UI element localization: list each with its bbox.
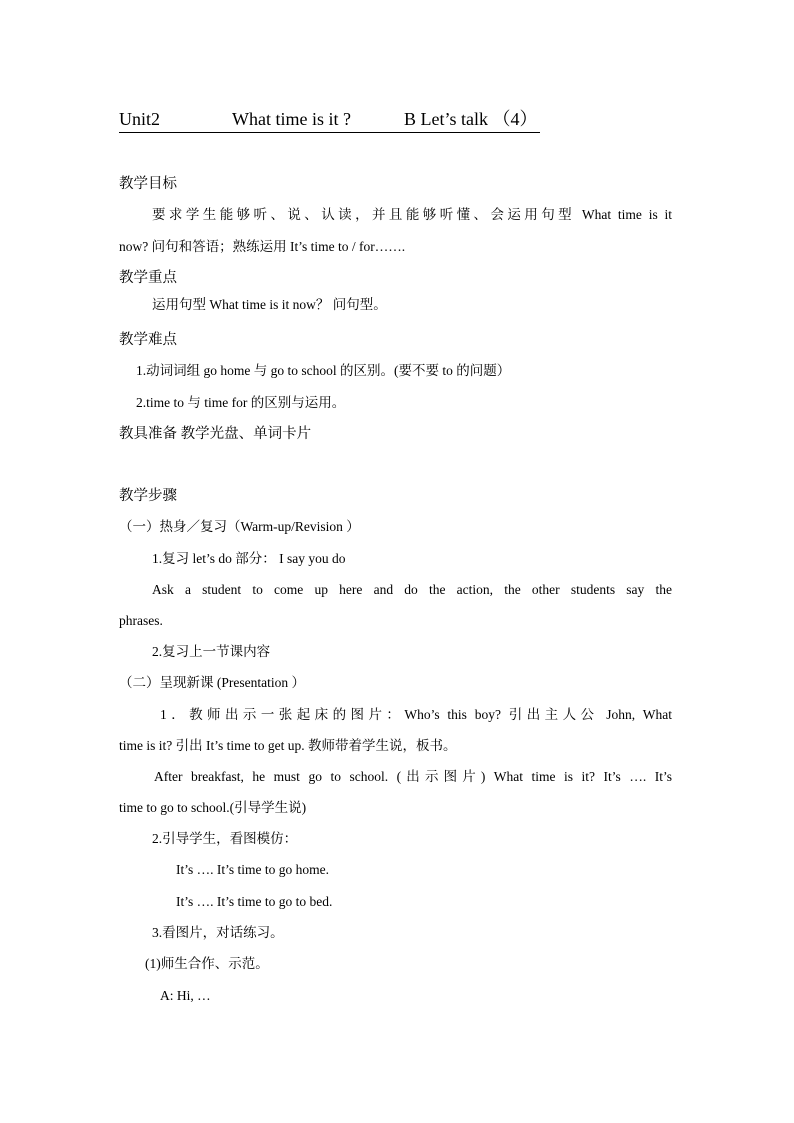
title-topic: What time is it ? xyxy=(232,109,351,129)
part2-after-line-2: time to go to school.(引导学生说) xyxy=(119,800,307,815)
objectives-line-2: now? 问句和答语；熟练运用 It’s time to / for……. xyxy=(119,239,406,254)
part2-item-2-example-2: It’s …. It’s time to go to bed. xyxy=(176,894,333,909)
steps-heading: 教学步骤 xyxy=(119,488,177,504)
part1-heading: （一）热身／复习（Warm-up/Revision ） xyxy=(119,519,360,534)
title-lesson: B Let’s talk （4） xyxy=(404,109,538,129)
key-points-heading: 教学重点 xyxy=(119,270,177,286)
objectives-heading: 教学目标 xyxy=(119,176,177,192)
materials-line: 教具准备 教学光盘、单词卡片 xyxy=(119,426,312,442)
part2-item-1-line-1: 1．教师出示一张起床的图片：Who’s this boy? 引出主人公 John, What xyxy=(160,707,672,722)
key-points-text: 运用句型 What time is it now？ 问句型。 xyxy=(152,297,387,312)
part1-item-1: 1.复习 let’s do 部分： I say you do xyxy=(152,551,346,566)
part2-item-2: 2.引导学生，看图模仿： xyxy=(152,831,298,846)
part2-item-2-example-1: It’s …. It’s time to go home. xyxy=(176,862,329,877)
difficulty-item-2: 2.time to 与 time for 的区别与运用。 xyxy=(136,395,346,410)
dialog-line-a: A: Hi, … xyxy=(160,988,211,1003)
page-title xyxy=(119,106,540,133)
part2-item-1-line-2: time is it? 引出 It’s time to get up. 教师带着学生说，板书。 xyxy=(119,738,457,753)
part2-after-line-1: After breakfast, he must go to school. (出示图片) What time is it? It’s …. It’s xyxy=(154,769,672,784)
part1-item-2: 2.复习上一节课内容 xyxy=(152,644,271,659)
part2-item-3-sub: (1)师生合作、示范。 xyxy=(145,956,269,971)
part2-item-3: 3.看图片，对话练习。 xyxy=(152,925,284,940)
title-unit: Unit2 xyxy=(119,109,161,129)
part1-item-1-desc-line-1: Ask a student to come up here and do the action, the other students say the xyxy=(152,582,672,597)
objectives-line-1: 要求学生能够听、说、认读，并且能够听懂、会运用句型 What time is it xyxy=(152,207,672,222)
part2-heading: （二）呈现新课 (Presentation ） xyxy=(119,675,305,690)
difficulty-item-1: 1.动词词组 go home 与 go to school 的区别。(要不要 to 的问题） xyxy=(136,363,511,378)
difficulty-heading: 教学难点 xyxy=(119,332,177,348)
part1-item-1-desc-line-2: phrases. xyxy=(119,613,163,628)
